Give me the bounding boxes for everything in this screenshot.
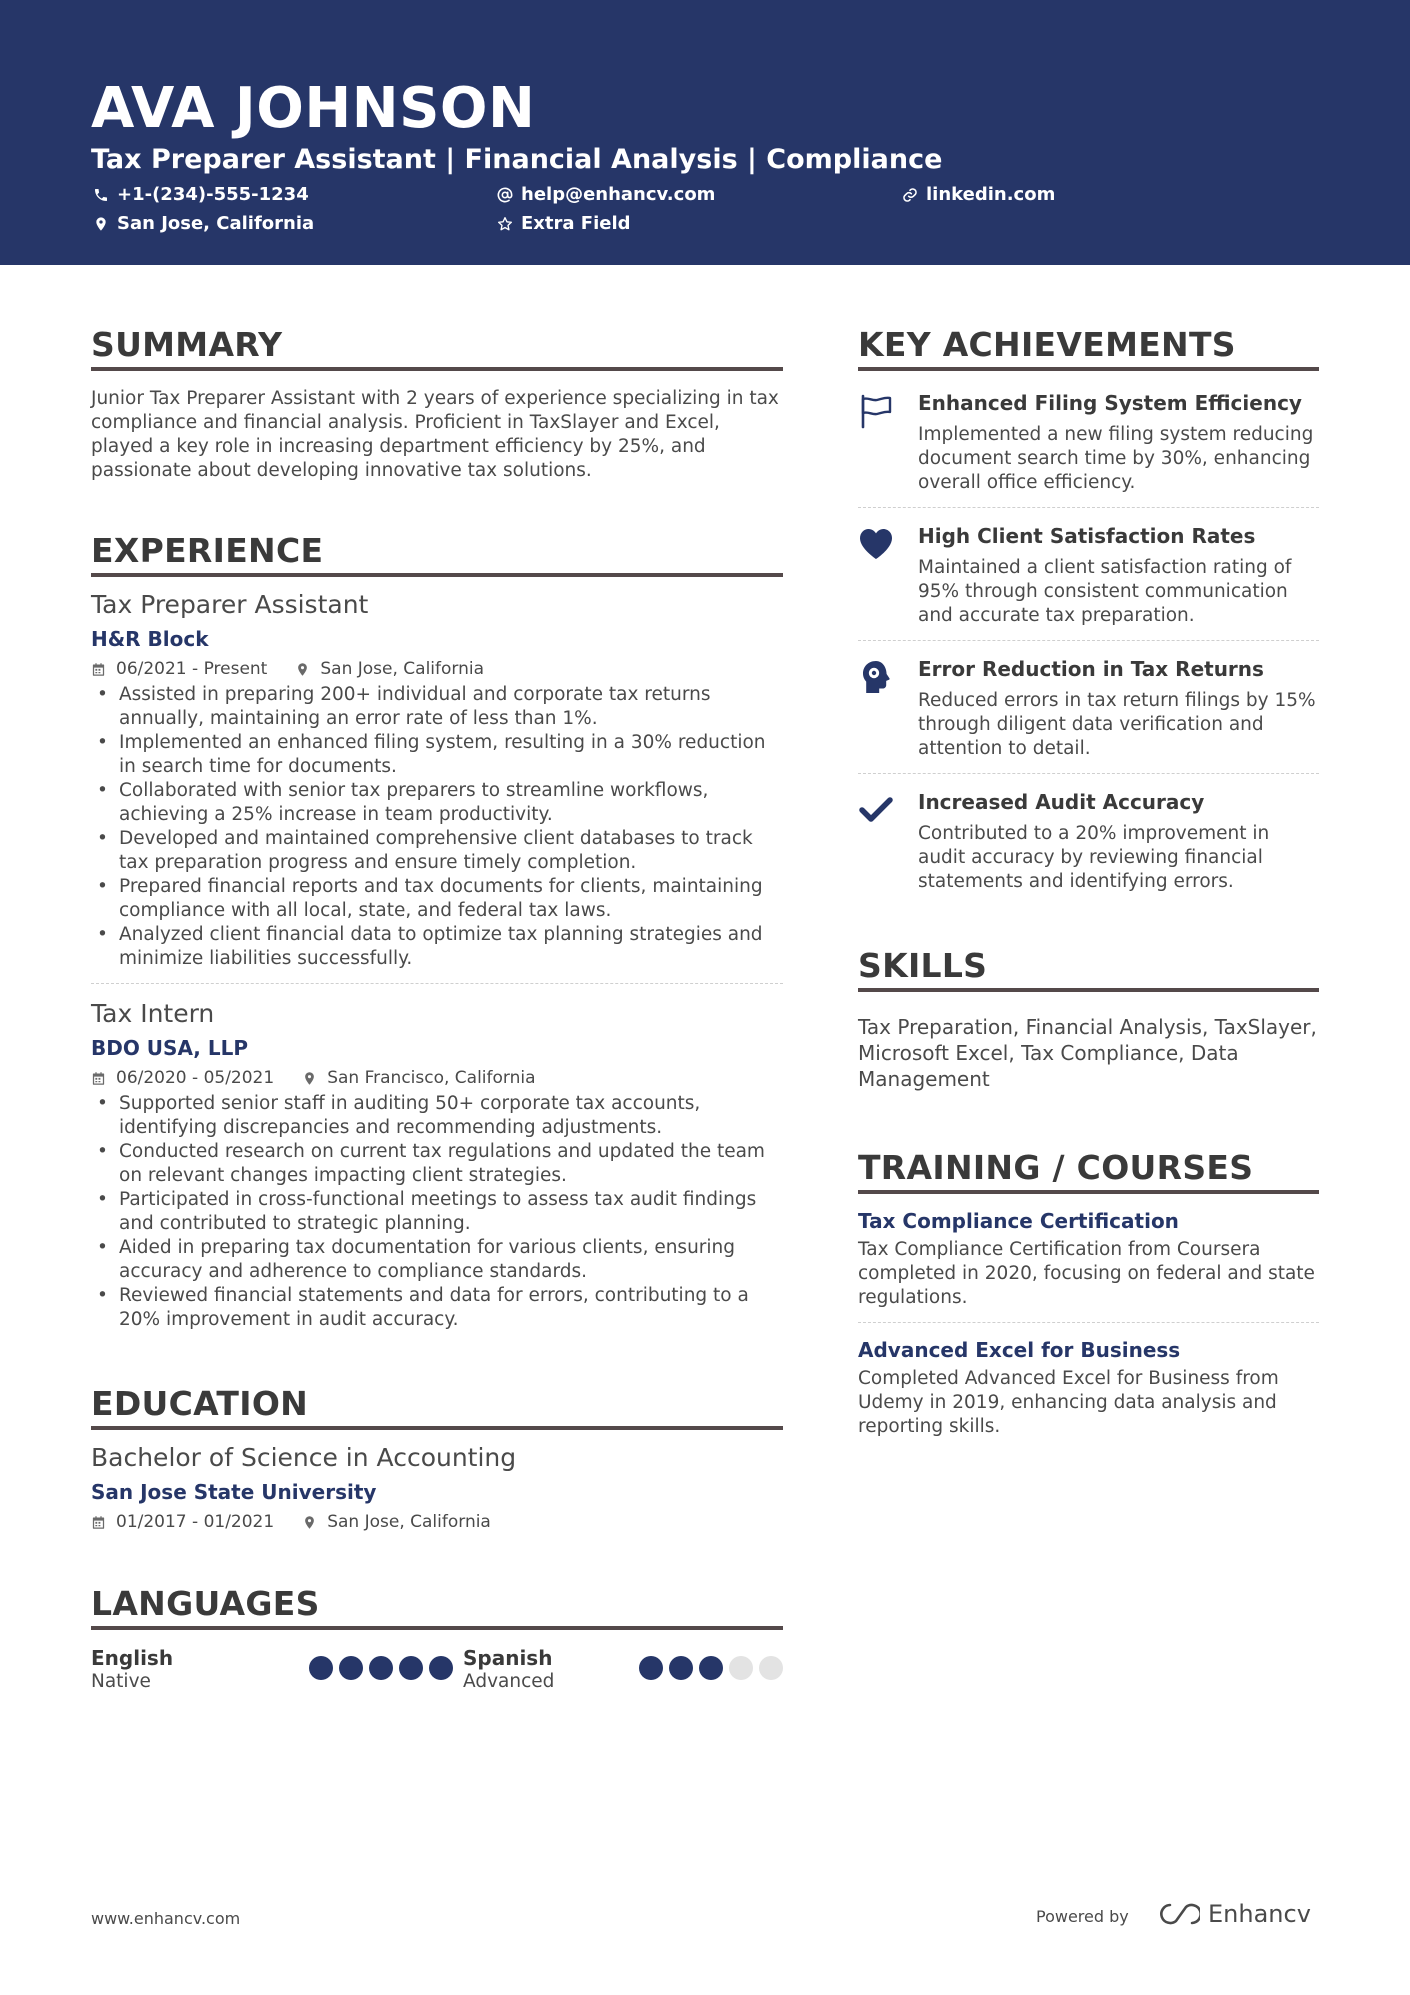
job-company: BDO USA, LLP (91, 1036, 249, 1060)
language-level: Native (91, 1671, 151, 1692)
education-dates: 01/2017 - 01/2021 (116, 1512, 275, 1532)
flag-icon (858, 393, 894, 429)
job-location (295, 657, 484, 681)
email-link[interactable]: help@enhancv.com (521, 184, 716, 205)
achievement-item (858, 381, 1319, 507)
contact-phone (93, 183, 309, 207)
course-item (858, 1322, 1319, 1451)
job-dates: 06/2021 - Present (116, 659, 268, 679)
achievement-title: Increased Audit Accuracy (918, 790, 1205, 814)
course-text: Completed Advanced Excel for Business from Udemy in 2019, enhancing data analysis and reporting skills. (858, 1368, 1279, 1437)
left-column (91, 325, 783, 1694)
head-gear-icon (858, 659, 894, 695)
contact-linkedin[interactable] (902, 183, 1055, 207)
rating-dot-filled (699, 1656, 723, 1680)
rating-dot-filled (669, 1656, 693, 1680)
bullet-item: • Developed and maintained comprehensive client databases to track tax preparation progress and ensure timely completion. (91, 827, 783, 875)
language-level: Advanced (463, 1671, 555, 1692)
achievement-title: High Client Satisfaction Rates (918, 524, 1256, 548)
location-text: San Jose, California (117, 213, 315, 234)
bullet-item: • Analyzed client financial data to optimize tax planning strategies and minimize liabilities successfully. (91, 923, 783, 971)
summary-section (91, 325, 783, 483)
job-bullets (91, 1092, 783, 1332)
link-icon (902, 187, 918, 203)
education-title: EDUCATION (91, 1384, 783, 1430)
bullet-item: • Aided in preparing tax documentation for various clients, ensuring accuracy and adherence to compliance standards. (91, 1236, 783, 1284)
achievement-title: Error Reduction in Tax Returns (918, 657, 1264, 681)
experience-section (91, 531, 783, 1332)
achievement-item (858, 773, 1319, 906)
location-pin-icon (93, 216, 109, 232)
powered-by-label: Powered by (1036, 1907, 1129, 1926)
achievements-section (858, 325, 1319, 906)
job-dates: 06/2020 - 05/2021 (116, 1068, 275, 1088)
rating-dot-filled (429, 1656, 453, 1680)
contact-location (93, 212, 314, 236)
language-item (91, 1646, 463, 1694)
candidate-name: AVA JOHNSON (91, 76, 536, 141)
phone-icon (93, 187, 109, 203)
brand-name: Enhancv (1208, 1900, 1311, 1928)
brand-logo[interactable] (1156, 1898, 1311, 1930)
language-item (463, 1646, 783, 1694)
training-section (858, 1148, 1319, 1451)
bullet-item: • Supported senior staff in auditing 50+ corporate tax accounts, identifying discrepancies and recommending adjustments. (91, 1092, 783, 1140)
bullet-item: • Reviewed financial statements and data for errors, contributing to a 20% improvement in audit accuracy. (91, 1284, 783, 1332)
languages-section (91, 1584, 783, 1694)
summary-text: Junior Tax Preparer Assistant with 2 years of experience specializing in tax compliance and financial analysis. Proficient in TaxSlayer and Excel, played a key role in increasing department efficiency by 25%, and passionate about developing innovative tax solutions. (91, 388, 779, 481)
job-divider (91, 983, 783, 984)
achievement-text: Reduced errors in tax return filings by 15% through diligent data verification and attention to detail. (918, 690, 1316, 759)
bullet-item: • Assisted in preparing 200+ individual and corporate tax returns annually, maintaining an error rate of less than 1%. (91, 683, 783, 731)
school-name: San Jose State University (91, 1480, 377, 1504)
bullet-item: • Prepared financial reports and tax documents for clients, maintaining compliance with all local, state, and federal tax laws. (91, 875, 783, 923)
education-location-text: San Jose, California (327, 1512, 491, 1532)
course-title: Tax Compliance Certification (858, 1209, 1179, 1233)
job-location-text: San Jose, California (320, 659, 485, 679)
bullet-item: • Participated in cross-functional meetings to assess tax audit findings and contributed to strategic planning. (91, 1188, 783, 1236)
job-location-text: San Francisco, California (327, 1068, 536, 1088)
achievement-item (858, 640, 1319, 773)
calendar-icon (91, 662, 106, 677)
heart-icon (858, 526, 894, 562)
location-pin-icon (302, 1515, 317, 1530)
rating-dot-filled (399, 1656, 423, 1680)
linkedin-link[interactable]: linkedin.com (926, 184, 1056, 205)
job-meta (91, 657, 783, 681)
skills-text: Tax Preparation, Financial Analysis, TaxSlayer, Microsoft Excel, Tax Compliance, Data Management (858, 1015, 1317, 1091)
enhancv-logo-icon (1156, 1900, 1200, 1928)
achievement-text: Implemented a new filing system reducing document search time by 30%, enhancing overall office efficiency. (918, 424, 1314, 493)
experience-title: EXPERIENCE (91, 531, 783, 577)
bullet-item: • Implemented an enhanced filing system, resulting in a 30% reduction in search time for documents. (91, 731, 783, 779)
extra-field-text: Extra Field (521, 213, 631, 234)
skills-title: SKILLS (858, 946, 1319, 992)
job-role: Tax Intern (91, 999, 215, 1028)
resume-header (0, 0, 1410, 265)
course-text: Tax Compliance Certification from Coursera completed in 2020, focusing on federal and state regulations. (858, 1239, 1315, 1308)
rating-dot-filled (339, 1656, 363, 1680)
achievements-title: KEY ACHIEVEMENTS (858, 325, 1319, 371)
education-section (91, 1384, 783, 1534)
achievement-text: Contributed to a 20% improvement in audit accuracy by reviewing financial statements and identifying errors. (918, 823, 1270, 892)
job-bullets (91, 683, 783, 971)
contact-extra (497, 212, 631, 236)
achievement-item (858, 507, 1319, 640)
skills-section (858, 946, 1319, 1092)
bullet-item: • Conducted research on current tax regulations and updated the team on relevant changes impacting client strategies. (91, 1140, 783, 1188)
contact-email[interactable] (497, 183, 715, 207)
language-rating (639, 1656, 783, 1680)
achievement-text: Maintained a client satisfaction rating of 95% through consistent communication and accurate tax preparation. (918, 557, 1292, 626)
rating-dot-empty (759, 1656, 783, 1680)
at-sign-icon (497, 187, 513, 203)
right-column (858, 325, 1319, 1451)
job-entry (91, 998, 783, 1332)
location-pin-icon (295, 662, 310, 677)
course-item (858, 1194, 1319, 1322)
calendar-icon (91, 1515, 106, 1530)
star-icon (497, 216, 513, 232)
footer-url[interactable]: www.enhancv.com (91, 1909, 241, 1928)
job-meta (91, 1066, 783, 1090)
achievements-list (858, 381, 1319, 906)
rating-dot-filled (639, 1656, 663, 1680)
candidate-headline: Tax Preparer Assistant | Financial Analysis | Compliance (91, 144, 943, 175)
education-meta (91, 1510, 783, 1534)
language-name: English (91, 1646, 174, 1670)
rating-dot-empty (729, 1656, 753, 1680)
language-name: Spanish (463, 1646, 553, 1670)
checkmark-icon (858, 792, 894, 828)
languages-title: LANGUAGES (91, 1584, 783, 1630)
language-rating (309, 1656, 453, 1680)
job-role: Tax Preparer Assistant (91, 590, 369, 619)
bullet-item: • Collaborated with senior tax preparers to streamline workflows, achieving a 25% increase in team productivity. (91, 779, 783, 827)
location-pin-icon (302, 1071, 317, 1086)
rating-dot-filled (369, 1656, 393, 1680)
job-entry (91, 589, 783, 971)
calendar-icon (91, 1071, 106, 1086)
degree-title: Bachelor of Science in Accounting (91, 1443, 517, 1472)
phone-text: +1-(234)-555-1234 (117, 184, 309, 205)
achievement-title: Enhanced Filing System Efficiency (918, 391, 1302, 415)
job-company: H&R Block (91, 627, 209, 651)
rating-dot-filled (309, 1656, 333, 1680)
languages-list (91, 1646, 783, 1694)
training-title: TRAINING / COURSES (858, 1148, 1319, 1194)
summary-title: SUMMARY (91, 325, 783, 371)
course-title: Advanced Excel for Business (858, 1338, 1181, 1362)
education-location (302, 1510, 491, 1534)
job-location (302, 1066, 535, 1090)
